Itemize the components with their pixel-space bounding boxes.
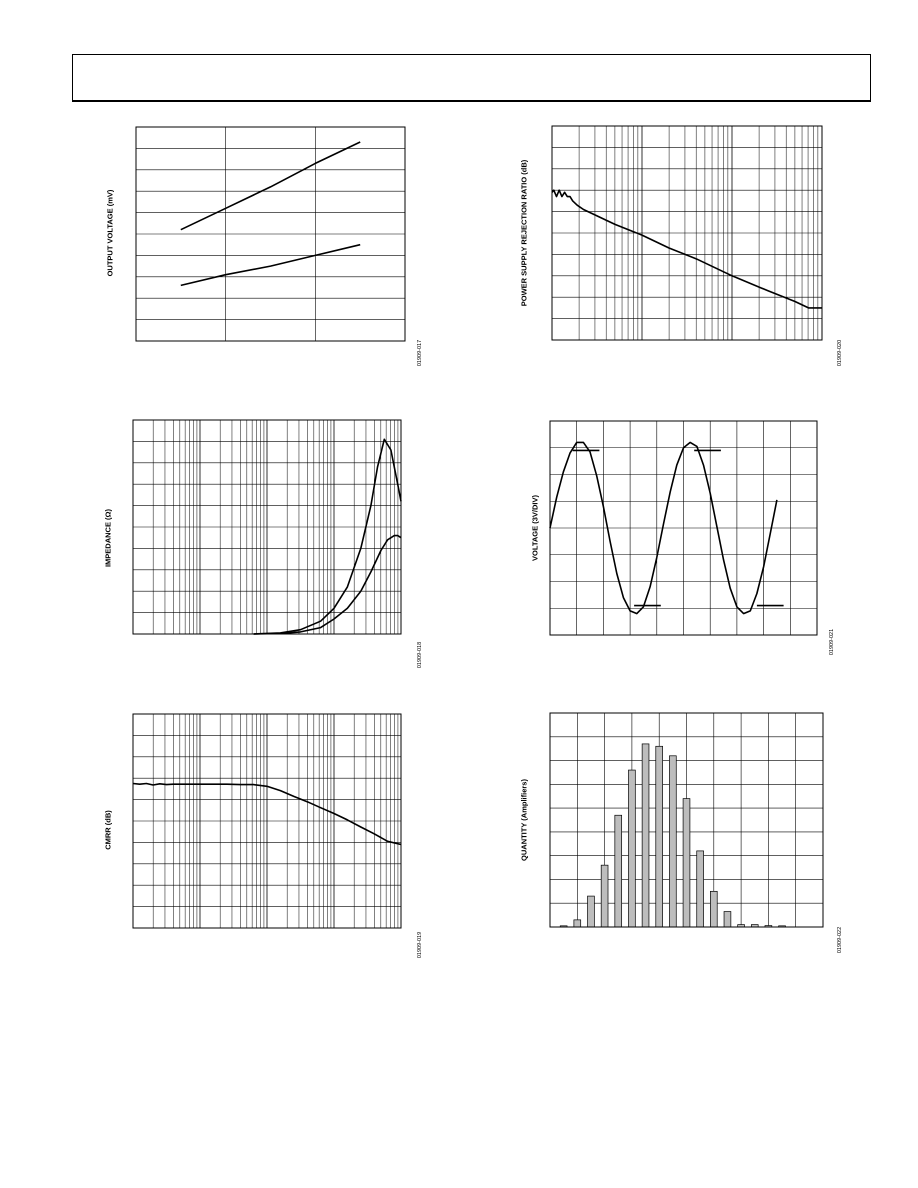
y-axis-label: QUANTITY (Amplifiers) [519, 779, 529, 861]
chart-psrr [508, 118, 848, 378]
histogram-bar [642, 744, 649, 927]
figure-id: 01909-021 [829, 628, 835, 656]
histogram-bar [683, 799, 690, 927]
histogram-bar [669, 756, 676, 927]
histogram-bar [697, 851, 704, 927]
histogram-bar [628, 770, 635, 927]
histogram-bar [601, 865, 608, 927]
series-line-2 [181, 245, 360, 286]
chart-voltage-sine [508, 410, 848, 680]
histogram-bar [710, 891, 717, 927]
y-axis-label: OUTPUT VOLTAGE (mV) [105, 189, 115, 277]
histogram-bar [574, 920, 581, 927]
y-axis-label: POWER SUPPLY REJECTION RATIO (dB) [519, 159, 529, 307]
page-header-box [72, 54, 871, 102]
chart-svg [508, 705, 848, 975]
chart-svg [508, 118, 848, 378]
y-axis-label: VOLTAGE (3V/DIV) [530, 495, 540, 561]
figure-id: 01909-022 [837, 926, 843, 954]
y-axis-label: CMRR (dB) [103, 810, 113, 850]
histogram-bar [588, 896, 595, 927]
chart-impedance [96, 410, 436, 680]
histogram-bar [724, 912, 731, 927]
histogram-bar [656, 746, 663, 927]
chart-quantity-histogram [508, 705, 848, 975]
chart-svg [96, 118, 436, 378]
chart-output-voltage [96, 118, 436, 378]
chart-svg [96, 410, 436, 680]
chart-svg [508, 410, 848, 680]
figure-id: 01909-018 [417, 641, 423, 669]
histogram-bar [615, 815, 622, 927]
y-axis-label: IMPEDANCE (Ω) [103, 508, 113, 568]
chart-svg [96, 705, 436, 975]
figure-id: 01909-017 [417, 339, 423, 367]
figure-id: 01909-020 [837, 339, 843, 367]
series-line-1 [552, 190, 822, 308]
series-line-1 [181, 142, 360, 230]
figure-id: 01909-019 [417, 931, 423, 959]
chart-cmrr [96, 705, 436, 975]
